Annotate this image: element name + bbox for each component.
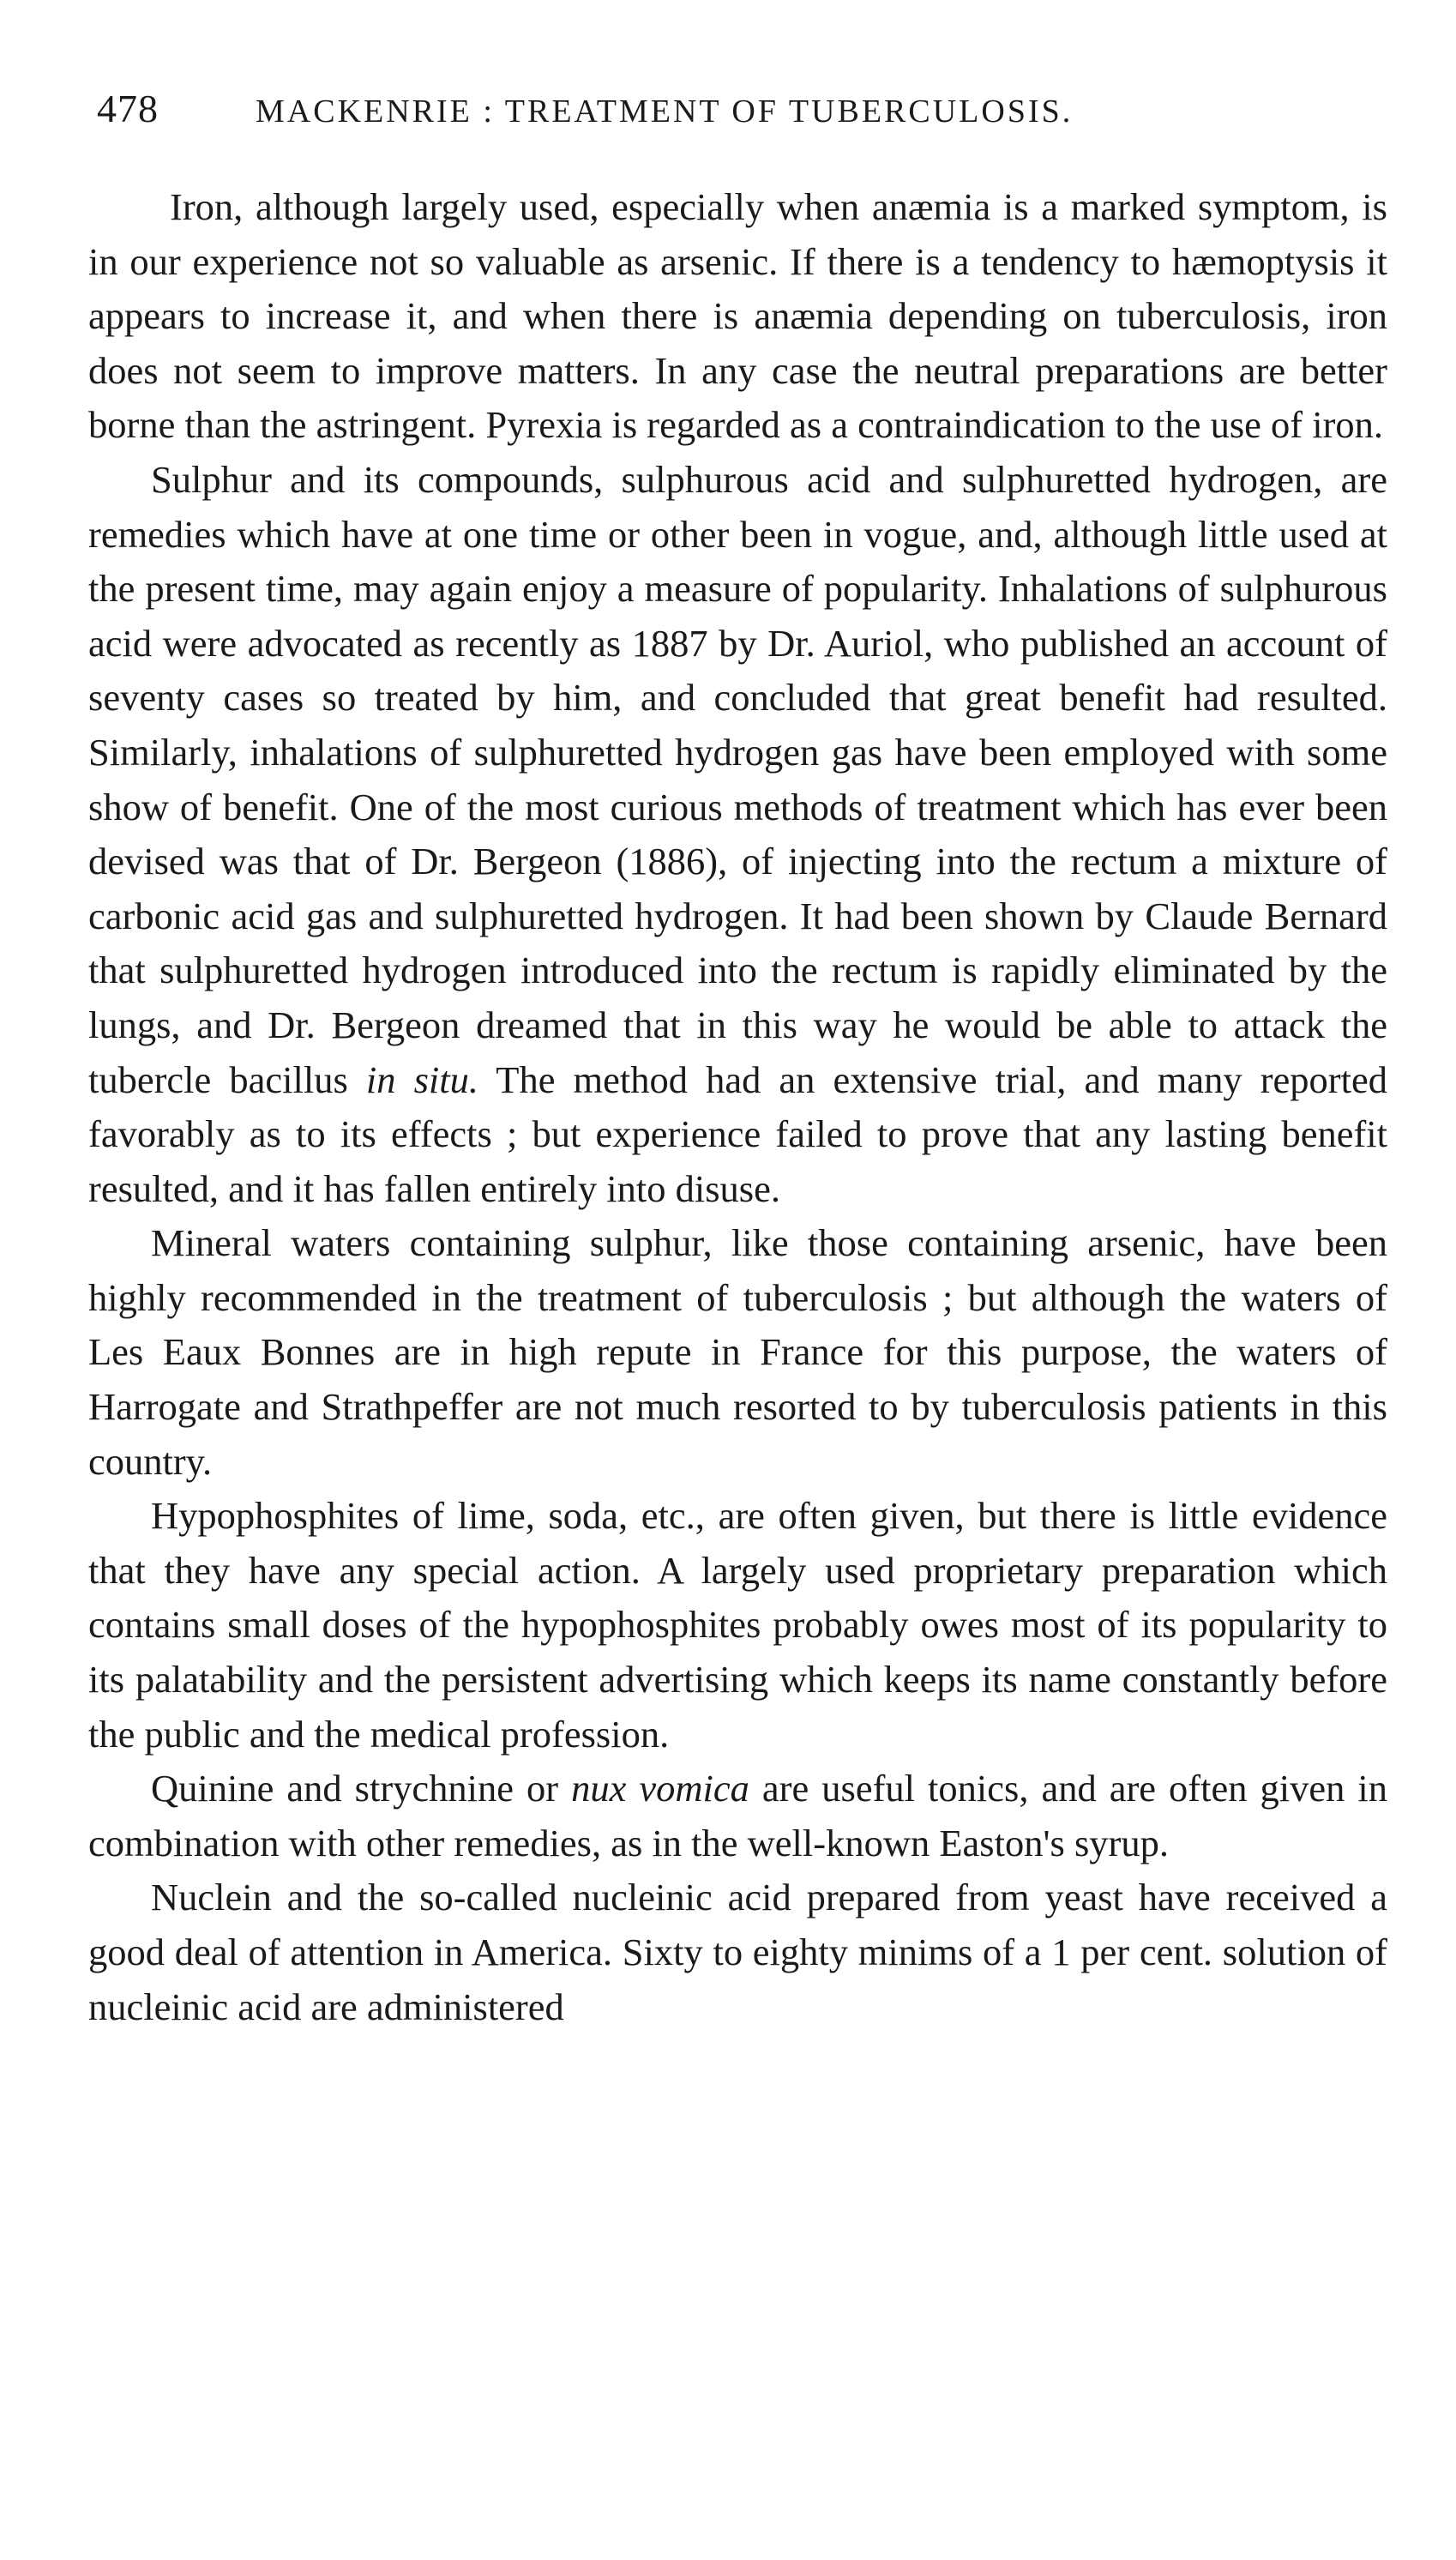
- running-header: [97, 86, 1383, 137]
- paragraph-quinine: [88, 1762, 1387, 1870]
- quinine-text-part-1: Quinine and strychnine or: [151, 1767, 559, 1810]
- sulphur-text-part-2: The method had an extensive trial, and many reported favorably as to its effects ; but experience failed to prove that any lasting benefit resulted, and it has fallen entirely into disuse.: [88, 1057, 1387, 1210]
- page-number: 478: [97, 87, 159, 130]
- paragraph-nuclein: Nuclein and the so-called nucleinic acid prepared from yeast have received a good deal of attention in America. Sixty to eighty minims of a 1 per cent. solution of nucleinic acid are administered: [88, 1876, 1387, 2028]
- quinine-text-part-2: are useful tonics, and are often given in combination with other remedies, as in the well-known Easton's syrup.: [88, 1767, 1388, 1864]
- body-text: [88, 180, 1387, 2034]
- sulphur-text-part-1: Sulphur and its compounds, sulphurous acid and sulphuretted hydrogen, are remedies which have at one time or other been in vogue, and, although little used at the present time, may again enjoy a measure of popularity. Inhalations of sulphurous acid were advocated as recently as 1887 by Dr. Auriol, who published an account of seventy cases so treated by him, and concluded that great benefit had resulted. Similarly, inhalations of sulphuretted hydrogen gas have been employed with some show of benefit. One of the most curious methods of treatment which has ever been devised was that of Dr. Bergeon (1886), of injecting into the rectum a mixture of carbonic acid gas and sulphuretted hydrogen. It had been shown by Claude Bernard that sulphuretted hydrogen introduced into the rectum is rapidly eliminated by the lungs, and Dr. Bergeon dreamed that in this way he would be able to attack the tubercle bacillus: [88, 457, 1387, 1101]
- quinine-italic-term: nux vomica: [571, 1767, 749, 1810]
- sulphur-italic-term: in situ.: [365, 1057, 478, 1101]
- running-title: MACKENRIE : TREATMENT OF TUBERCULOSIS.: [256, 93, 1074, 130]
- paragraph-iron: Iron, although largely used, especially when anæmia is a marked symptom, is in our experience not so valuable as arsenic. If there is a tendency to hæmoptysis it appears to increase it, and when there is anæmia depending on tuberculosis, iron does not seem to improve matters. In any case the neutral preparations are better borne than the astringent. Pyrexia is regarded as a contraindication to the use of iron.: [88, 185, 1387, 447]
- paragraph-hypophosphites: Hypophosphites of lime, soda, etc., are often given, but there is little evidence that they have any special action. A largely used proprietary preparation which contains small doses of the hypophosphites probably owes most of its popularity to its palatability and the persistent advertising which keeps its name constantly before the public and the medical profession.: [88, 1494, 1387, 1756]
- paragraph-mineral-waters: Mineral waters containing sulphur, like those containing arsenic, have been highly recommended in the treatment of tuberculosis ; but although the waters of Les Eaux Bonnes are in high repute in France for this purpose, the waters of Harrogate and Strathpeffer are not much resorted to by tuberculosis patients in this country.: [88, 1221, 1387, 1483]
- paragraph-sulphur: [88, 453, 1387, 1216]
